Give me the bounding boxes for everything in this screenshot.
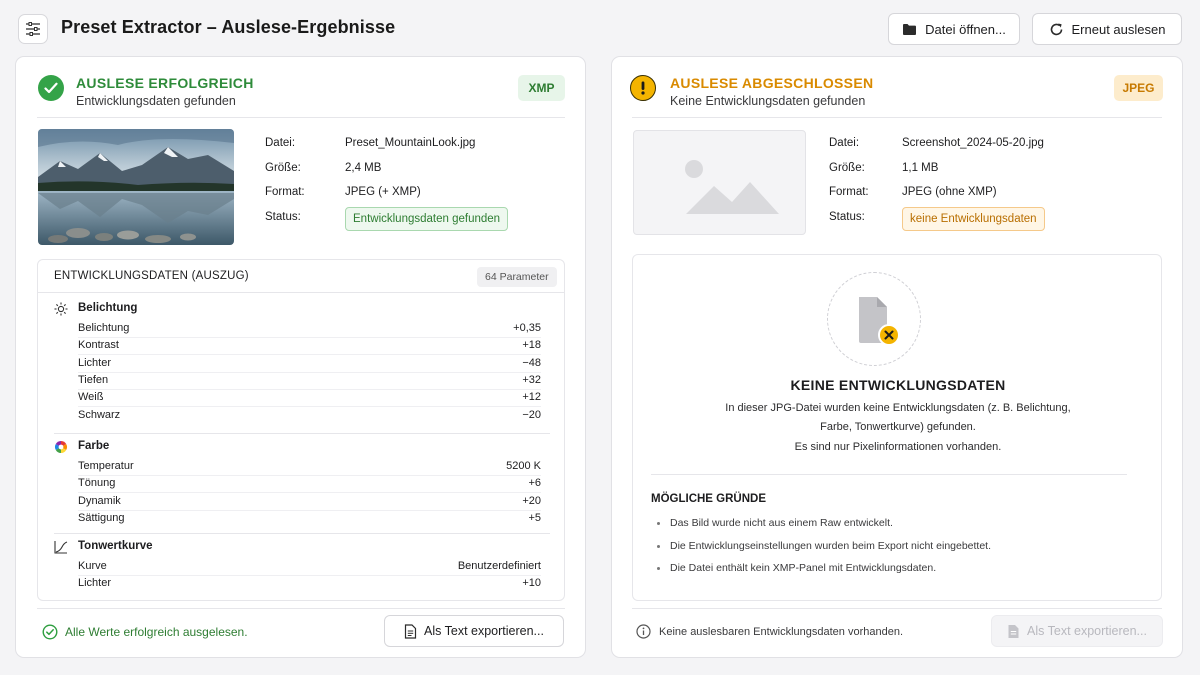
file-name: Screenshot_2024-05-20.jpg	[902, 137, 1044, 149]
param-value: −48	[522, 357, 541, 369]
folder-icon	[902, 23, 917, 36]
status-title: AUSLESE ABGESCHLOSSEN	[670, 75, 874, 91]
group-title-color: Farbe	[78, 440, 110, 452]
list-item	[657, 517, 893, 529]
param-name: Schwarz	[78, 409, 121, 421]
param-name: Weiß	[78, 391, 104, 403]
open-file-button[interactable]	[888, 13, 1020, 45]
table-row	[78, 390, 541, 407]
param-name: Lichter	[78, 577, 112, 589]
status-subtitle: Keine Entwicklungsdaten gefunden	[670, 94, 866, 108]
param-name: Tönung	[78, 477, 116, 489]
param-name: Dynamik	[78, 495, 121, 507]
divider	[632, 117, 1162, 118]
reload-button[interactable]	[1032, 13, 1182, 45]
document-icon	[1007, 624, 1020, 639]
file-format: JPEG (ohne XMP)	[902, 186, 997, 198]
export-label: Als Text exportieren...	[1027, 624, 1147, 638]
param-name: Belichtung	[78, 322, 130, 334]
export-text-button-disabled[interactable]	[991, 615, 1163, 647]
reasons-title: MÖGLICHE GRÜNDE	[651, 493, 766, 505]
refresh-icon	[1049, 22, 1064, 37]
export-text-button[interactable]	[384, 615, 564, 647]
group-title-tone-curve: Tonwertkurve	[78, 540, 153, 552]
status-pill: keine Entwicklungsdaten	[902, 207, 1045, 231]
divider	[632, 608, 1162, 609]
param-value: Benutzerdefiniert	[457, 560, 541, 572]
divider	[37, 117, 565, 118]
file-size: 1,1 MB	[902, 162, 939, 174]
size-label: Größe:	[265, 162, 301, 174]
divider	[37, 608, 565, 609]
param-name: Kontrast	[78, 339, 119, 351]
footer-status-text: Keine auslesbaren Entwicklungsdaten vorhanden.	[659, 625, 903, 638]
color-wheel-icon	[54, 440, 68, 454]
footer-status	[636, 624, 903, 639]
reason-text: Die Datei enthält kein XMP-Panel mit Entwicklungsdaten.	[670, 562, 937, 574]
param-value: +10	[522, 577, 541, 589]
check-circle-icon	[38, 75, 64, 101]
table-row	[78, 356, 541, 373]
footer-status	[42, 624, 248, 640]
file-label: Datei:	[265, 137, 296, 149]
format-badge-xmp: XMP	[518, 75, 565, 101]
sliders-icon	[25, 22, 41, 36]
table-row	[78, 511, 541, 528]
reason-text: Die Entwicklungseinstellungen wurden beim Export nicht eingebettet.	[670, 540, 992, 552]
param-name: Temperatur	[78, 460, 134, 472]
param-value: +18	[522, 339, 541, 351]
divider	[651, 474, 1127, 475]
param-value: +5	[528, 512, 541, 524]
file-label: Datei:	[829, 137, 860, 149]
status-pill: Entwicklungsdaten gefunden	[345, 207, 508, 231]
result-panel-no-data	[611, 56, 1183, 658]
list-item	[657, 540, 991, 552]
file-name: Preset_MountainLook.jpg	[345, 137, 476, 149]
param-name: Kurve	[78, 560, 107, 572]
image-icon	[634, 131, 807, 236]
development-data-box	[37, 259, 565, 601]
curve-icon	[54, 540, 68, 554]
table-row	[78, 494, 541, 511]
file-format: JPEG (+ XMP)	[345, 186, 421, 198]
check-circle-outline-icon	[42, 624, 58, 640]
footer-status-text: Alle Werte erfolgreich ausgelesen.	[65, 625, 248, 639]
param-value: +12	[522, 391, 541, 403]
empty-state-text-line2: Farbe, Tonwertkurve) gefunden.	[820, 421, 976, 433]
bullet	[657, 567, 660, 570]
parameter-count-badge: 64 Parameter	[477, 267, 557, 287]
status-subtitle: Entwicklungsdaten gefunden	[76, 94, 236, 108]
empty-state-text-line1: In dieser JPG-Datei wurden keine Entwicklungsdaten (z. B. Belichtung,	[725, 402, 1071, 414]
table-row	[78, 576, 541, 593]
group-divider	[54, 433, 550, 434]
table-row	[78, 408, 541, 425]
export-label: Als Text exportieren...	[424, 624, 544, 638]
bullet	[657, 522, 660, 525]
dev-data-heading: ENTWICKLUNGSDATEN (AUSZUG)	[54, 270, 249, 282]
image-placeholder	[633, 130, 806, 235]
empty-state-text-line3: Es sind nur Pixelinformationen vorhanden.	[794, 441, 1002, 453]
table-row	[78, 559, 541, 576]
format-label: Format:	[829, 186, 869, 198]
file-size: 2,4 MB	[345, 162, 382, 174]
format-label: Format:	[265, 186, 305, 198]
param-value: 5200 K	[506, 460, 541, 472]
list-item	[657, 562, 936, 574]
table-row	[78, 476, 541, 493]
group-divider	[54, 533, 550, 534]
param-value: +6	[528, 477, 541, 489]
reload-label: Erneut auslesen	[1071, 21, 1166, 37]
param-name: Sättigung	[78, 512, 125, 524]
table-row	[78, 373, 541, 390]
table-row	[78, 338, 541, 355]
param-value: −20	[522, 409, 541, 421]
format-badge-jpeg: JPEG	[1114, 75, 1163, 101]
warning-icon	[630, 75, 656, 101]
size-label: Größe:	[829, 162, 865, 174]
table-row	[78, 321, 541, 338]
param-value: +20	[522, 495, 541, 507]
result-panel-success	[15, 56, 586, 658]
param-value: +0,35	[513, 322, 541, 334]
status-label: Status:	[829, 211, 865, 223]
bullet	[657, 545, 660, 548]
file-error-icon	[828, 273, 922, 367]
table-row	[78, 459, 541, 476]
divider	[38, 292, 564, 293]
status-label: Status:	[265, 211, 301, 223]
status-title: AUSLESE ERFOLGREICH	[76, 75, 254, 91]
group-title-exposure: Belichtung	[78, 302, 138, 314]
open-file-label: Datei öffnen...	[925, 21, 1006, 37]
settings-menu-button[interactable]	[18, 14, 48, 44]
missing-file-illustration	[827, 272, 921, 366]
image-thumbnail	[38, 129, 234, 245]
param-value: +32	[522, 374, 541, 386]
param-name: Lichter	[78, 357, 112, 369]
empty-state-title: KEINE ENTWICKLUNGSDATEN	[790, 377, 1006, 393]
reason-text: Das Bild wurde nicht aus einem Raw entwickelt.	[670, 517, 893, 529]
info-icon	[636, 624, 651, 639]
empty-state-box	[632, 254, 1162, 601]
sun-icon	[54, 302, 68, 316]
document-icon	[404, 624, 417, 639]
app-title: Preset Extractor – Auslese-Ergebnisse	[61, 17, 396, 37]
param-name: Tiefen	[78, 374, 109, 386]
header	[0, 0, 1200, 56]
